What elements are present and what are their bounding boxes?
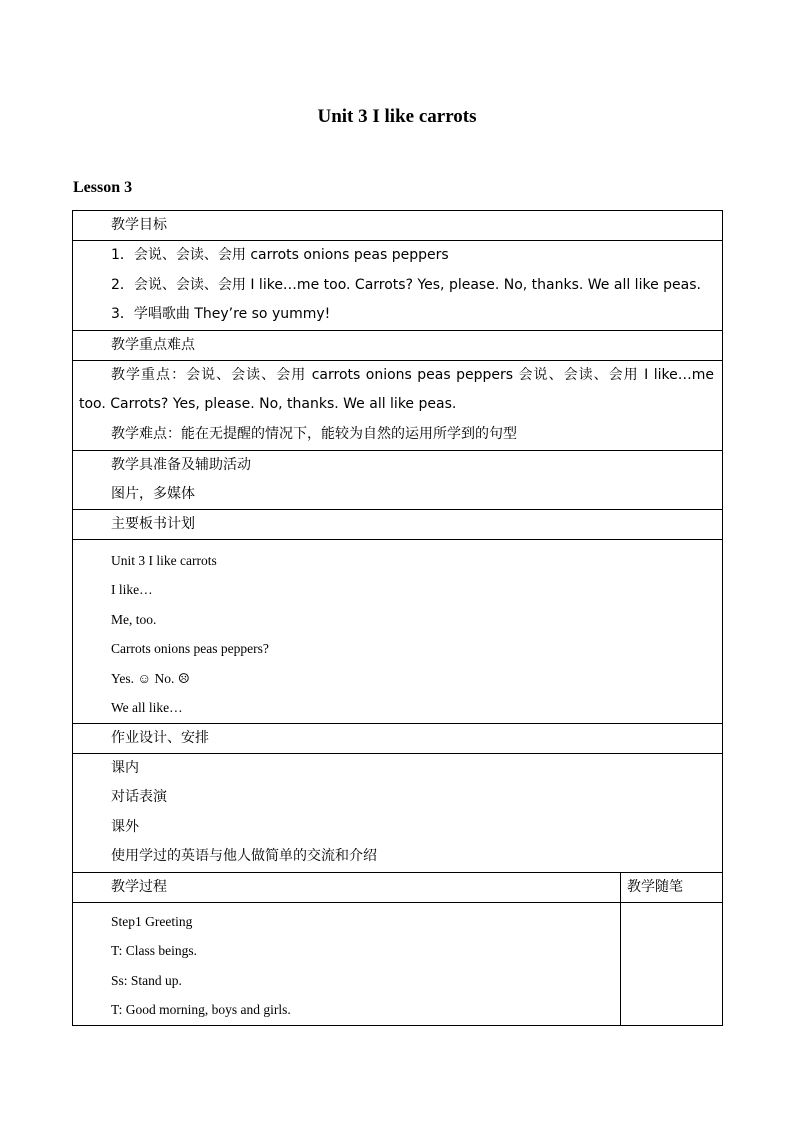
preparation-content: 图片，多媒体 [111, 485, 195, 502]
process-line: T: Class beings. [111, 943, 197, 958]
preparation-row [73, 450, 723, 509]
board-line: Carrots onions peas peppers? [111, 641, 269, 656]
board-plan-row [73, 539, 723, 723]
homework-row [73, 753, 723, 872]
process-header: 教学过程 [111, 878, 167, 895]
lesson-heading: Lesson 3 [73, 179, 133, 196]
process-line: T: Good morning, boys and girls. [111, 1002, 291, 1017]
process-line: Step1 Greeting [111, 913, 193, 929]
board-line: We all like… [111, 700, 183, 715]
key-focus-text: 教学重点：会说、会读、会用 carrots onions peas peppers 会说、会读、会用 I like…me too. Carrots? Yes, please. No, thanks. We all like peas. [79, 366, 714, 412]
board-plan-header-row [73, 509, 723, 539]
preparation-header: 教学具准备及辅助活动 [111, 456, 251, 473]
homework-line: 课外 [111, 818, 139, 835]
board-line: I like… [111, 582, 153, 597]
key-points-header-row [73, 330, 723, 360]
lesson-plan-table [72, 210, 723, 1026]
objectives-row [73, 241, 723, 331]
key-points-header: 教学重点难点 [111, 336, 195, 353]
objectives-header: 教学目标 [111, 217, 167, 233]
notes-cell [621, 902, 723, 1025]
homework-line: 对话表演 [111, 789, 167, 805]
process-header-row [73, 872, 723, 902]
homework-header: 作业设计、安排 [111, 729, 209, 746]
board-line: Me, too. [111, 611, 157, 627]
objective-item: 1．会说、会读、会用 carrots onions peas peppers [111, 247, 449, 263]
board-line: Unit 3 I like carrots [111, 552, 217, 568]
process-row [73, 902, 723, 1025]
key-difficulty-text: 教学难点：能在无提醒的情况下，能较为自然的运用所学到的句型 [111, 425, 517, 442]
board-plan-header: 主要板书计划 [111, 515, 195, 532]
objectives-header-row [73, 211, 723, 241]
homework-line: 课内 [111, 759, 139, 776]
objective-item: 2．会说、会读、会用 I like…me too. Carrots? Yes, please. No, thanks. We all like peas. [111, 276, 701, 293]
notes-header: 教学随笔 [627, 878, 683, 895]
document-title: Unit 3 I like carrots [317, 106, 477, 127]
board-line: Yes. ☺ No. ☹ [111, 670, 190, 686]
homework-header-row [73, 723, 723, 753]
objective-item: 3．学唱歌曲 They’re so yummy! [111, 306, 331, 322]
homework-line: 使用学过的英语与他人做简单的交流和介绍 [111, 848, 377, 864]
process-line: Ss: Stand up. [111, 972, 182, 988]
key-points-row [73, 360, 723, 450]
